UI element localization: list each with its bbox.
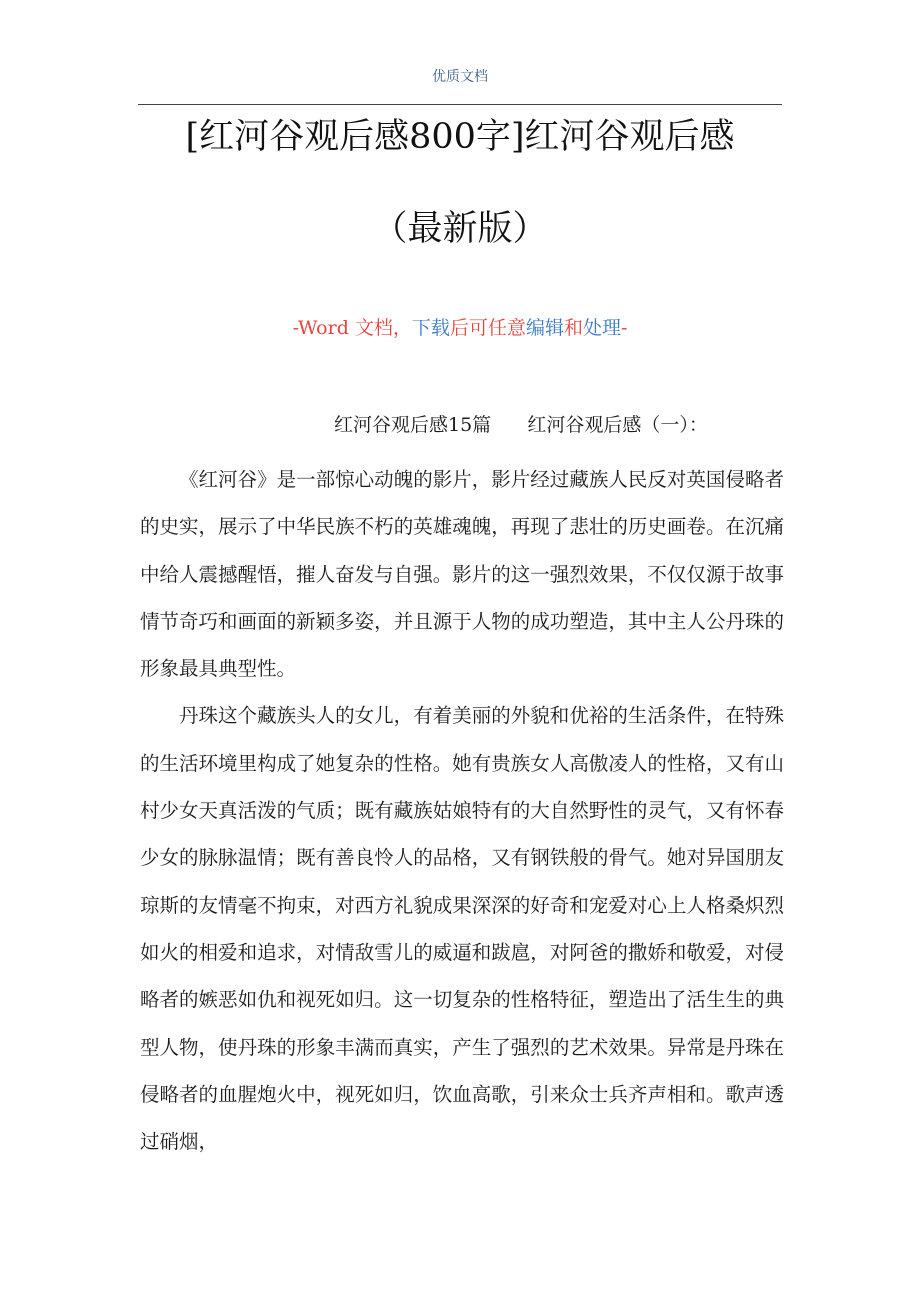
subtitle-part: 后可任意 — [449, 317, 526, 339]
header-divider — [138, 104, 782, 105]
subtitle-part: - — [621, 317, 628, 339]
paragraph: 《红河谷》是一部惊心动魄的影片，影片经过藏族人民反对英国侵略者的史实，展示了中华民族不朽的英雄魂魄，再现了悲壮的历史画卷。在沉痛中给人震撼醒悟，摧人奋发与自强。影片的这一强烈效果，不仅仅源于故事情节奇巧和画面的新颖多姿，并且源于人物的成功塑造，其中主人公丹珠的形象最具典型性。 — [140, 468, 784, 681]
subtitle-note — [0, 314, 920, 342]
subtitle-part: 编辑 — [525, 317, 564, 339]
subtitle-part: 处理 — [582, 317, 621, 339]
document-title: [红河谷观后感800字]红河谷观后感 — [185, 117, 735, 157]
subtitle-part: 下载 — [411, 317, 450, 339]
subtitle-part: -Word 文档， — [292, 317, 412, 339]
section-heading: 红河谷观后感15篇 红河谷观后感（一）： — [334, 414, 708, 436]
body-text — [140, 456, 784, 1165]
document-title-suffix: （最新版） — [372, 209, 548, 249]
header-label: 优质文档 — [432, 69, 488, 85]
subtitle-part: 和 — [563, 317, 583, 339]
paragraph: 丹珠这个藏族头人的女儿，有着美丽的外貌和优裕的生活条件，在特殊的生活环境里构成了她复杂的性格。她有贵族女人高傲凌人的性格，又有山村少女天真活泼的气质；既有藏族姑娘特有的大自然野性的灵气，又有怀春少女的脉脉温情；既有善良怜人的品格，又有钢铁般的骨气。她对异国朋友琼斯的友情毫不拘束，对西方礼貌成果深深的好奇和宠爱对心上人格桑炽烈如火的相爱和追求，对情敌雪儿的威逼和跋扈，对阿爸的撒娇和敬爱，对侵略者的嫉恶如仇和视死如归。这一切复杂的性格特征，塑造出了活生生的典型人物，使丹珠的形象丰满而真实，产生了强烈的艺术效果。异常是丹珠在侵略者的血腥炮火中，视死如归，饮血高歌，引来众士兵齐声相和。歌声透过硝烟， — [140, 704, 784, 1154]
